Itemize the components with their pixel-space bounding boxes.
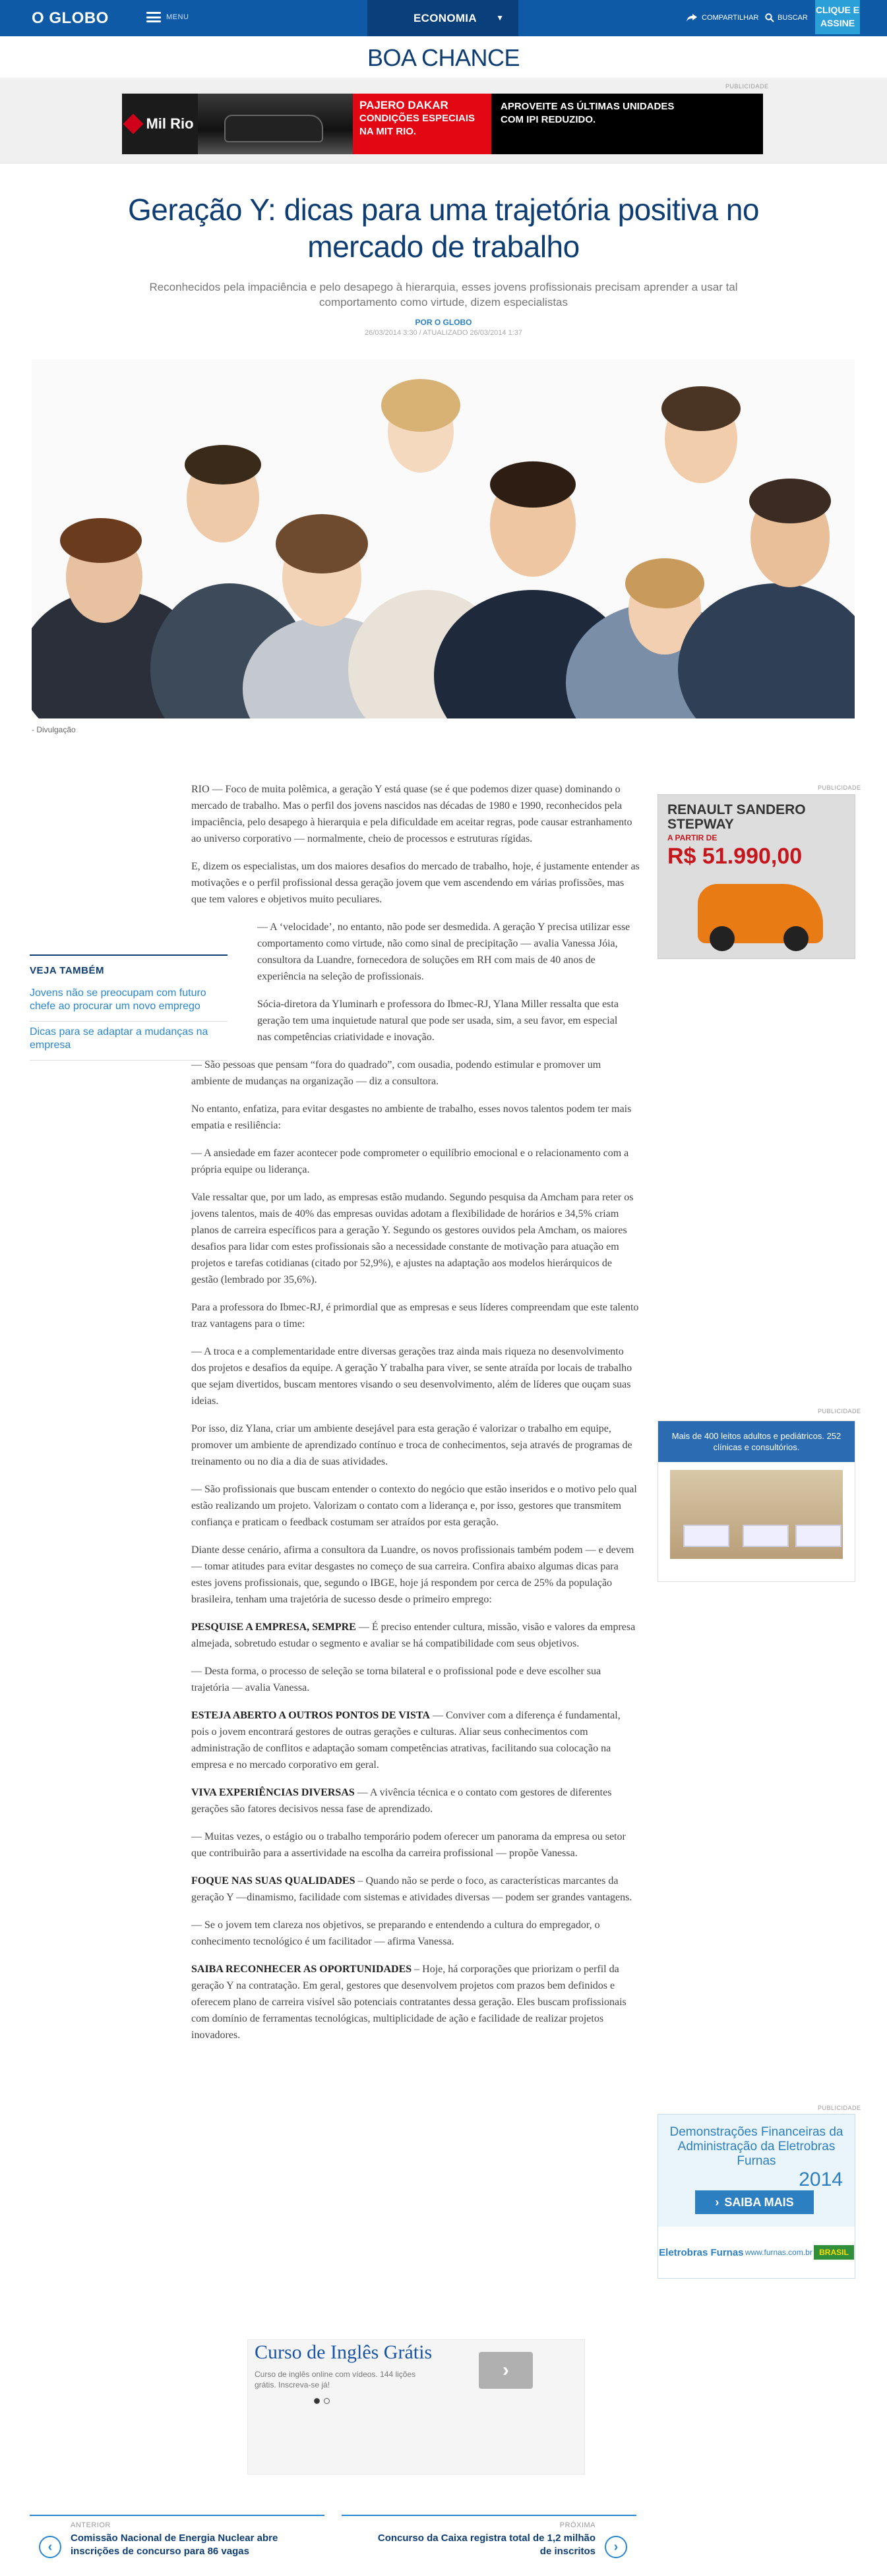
article-paragraph: — A ‘velocidade’, no entanto, não pode ser desmedida. A geração Y precisa utilizar esse comportamento como virtude, não como sinal de precipitação — avalia Vanessa Jóia, consultora da Luandre, fornecedora de soluções em RH com mais de 40 anos de experiência na seleção de profissionais. (257, 922, 630, 982)
related-title: VEJA TAMBÉM (30, 965, 105, 976)
ad-promo-line1: CONDIÇÕES ESPECIAIS (359, 113, 475, 124)
renault-ad-title: RENAULT SANDERO STEPWAY (667, 802, 806, 832)
article-paragraph: Por isso, diz Ylana, criar um ambiente desejável para esta geração é valorizar o trabalho em equipe, promover um ambiente de aprendizado contínuo e troca de conhecimentos, seja através de programas de treinamento ou no dia a dia de suas atividades. (191, 1423, 632, 1467)
top-banner-ad[interactable] (122, 94, 763, 154)
eletrobras-logo: Eletrobras Furnas (659, 2246, 744, 2258)
share-icon (686, 13, 698, 22)
ad-promo-line2: NA MIT RIO. (359, 126, 417, 137)
tip-heading: SAIBA RECONHECER AS OPORTUNIDADES (191, 1964, 412, 1975)
ad-label: PUBLICIDADE (725, 83, 769, 90)
ad-promo (353, 94, 491, 154)
tip-paragraph (191, 1917, 640, 1950)
ad-offer (491, 94, 763, 154)
search-button[interactable] (765, 13, 808, 22)
saiba-mais-button[interactable] (695, 2190, 814, 2214)
tip-body: — É preciso entender cultura, missão, visão e valores da empresa almejada, sobretudo estudar o segmento e avaliar se há compatibilidade com seus objetivos. (191, 1622, 636, 1649)
tip-heading: FOQUE NAS SUAS QUALIDADES (191, 1875, 355, 1887)
tip-body: – Hoje, há corporações que priorizam o perfil da geração Y na contratação. Em geral, gestores que desenvolvem projetos com prazos bem definidos e oferecem plano de carreira visível são potenciais contratantes dessa geração. Eles buscam profissionais com domínio de ferramentas tecnológicas, multiplicidade de ação e facilidade de realizar projetos inovadores. (191, 1964, 627, 2041)
next-label: PRÓXIMA (559, 2521, 596, 2529)
saiba-mais-label: SAIBA MAIS (724, 2195, 794, 2209)
tip-body: – Quando não se perde o foco, as características marcantes da geração Y —dinamismo, facilidade com sistemas e atividades diversas — podem ser grandes vantagens. (191, 1875, 632, 1903)
related-link[interactable]: Dicas para se adaptar a mudanças na empresa (30, 1022, 228, 1061)
eletrobras-ad-title: Demonstrações Financeiras da Administração da Eletrobras Furnas (669, 2125, 843, 2168)
menu-button[interactable] (146, 12, 189, 22)
tip-heading: PESQUISE A EMPRESA, SEMPRE (191, 1622, 356, 1633)
share-button[interactable] (686, 13, 758, 22)
ad-offer-line1: APROVEITE AS ÚLTIMAS UNIDADES (501, 101, 675, 112)
subscribe-line2: ASSINE (820, 18, 855, 28)
course-ad-desc: Curso de inglês online com vídeos. 144 lições grátis. Inscreva-se já! (255, 2370, 416, 2389)
subscribe-button[interactable] (815, 0, 860, 34)
chevron-left-icon[interactable]: ‹ (39, 2536, 61, 2558)
tip-paragraph (191, 1707, 640, 1773)
eletrobras-ad-footer (658, 2227, 855, 2278)
tip-paragraph (191, 1663, 640, 1696)
article-paragraph: RIO — Foco de muita polêmica, a geração Y está quase (se é que podemos dizer quase) dominando o mercado de trabalho. Mas o perfil dos jovens nascidos nas décadas de 1980 e 1990, reconhecidos pela impaciência, pelo desapego à hierarquia e pela dificuldade em aceitar regras, pode causar estranhamento ao universo corporativo — normalmente, cheio de processos e estruturas rígidas. (191, 784, 632, 844)
search-icon (765, 13, 774, 22)
site-logo[interactable]: O GLOBO (32, 9, 109, 27)
tip-paragraph (191, 1619, 640, 1652)
article-dates: 26/03/2014 3:30 / ATUALIZADO 26/03/2014 1:37 (365, 329, 522, 337)
ad-model: PAJERO DAKAR (359, 99, 448, 111)
section-label: ECONOMIA (413, 11, 477, 24)
article-paragraph: Para a professora do Ibmec-RJ, é primordial que as empresas e seus líderes compreendam que este talento traz vantagens para o time: (191, 1302, 639, 1330)
article-header (0, 191, 887, 337)
chevron-down-icon: ▼ (496, 13, 504, 22)
article-paragraph: — São profissionais que buscam entender o contexto do negócio que estão inseridos e o motivo pelo qual estão realizando um projeto. Valorizam o contato com a liderança e, por isso, gestores que transmitem confiança e praticam o feedback costumam ser atraídos por esta geração. (191, 1484, 637, 1528)
group-photo-image (32, 359, 855, 718)
ad-offer-line2: COM IPI REDUZIDO. (501, 114, 596, 125)
carousel-dots[interactable] (314, 2398, 330, 2404)
share-label: COMPARTILHAR (702, 14, 759, 22)
article-title: Geração Y: dicas para uma trajetória positiva no mercado de trabalho (127, 192, 760, 264)
renault-ad-from: A PARTIR DE (667, 833, 718, 842)
article-dek: Reconhecidos pela impaciência e pelo desapego à hierarquia, esses jovens profissionais precisam aprender a usar tal comportamento como virtude, dizem especialistas (149, 281, 738, 308)
tip-paragraph (191, 1784, 640, 1817)
brasil-logo: BRASIL (814, 2245, 854, 2260)
tip-body: — A vivência técnica e o contato com gestores de diferentes gerações são fatores decisivos nessa fase de aprendizado. (191, 1787, 612, 1815)
section-dropdown[interactable] (367, 0, 518, 36)
course-ad-title[interactable]: Curso de Inglês Grátis (255, 2341, 433, 2363)
article-paragraph: — A ansiedade em fazer acontecer pode comprometer o equilíbrio emocional e o relacionamento com a própria equipe ou liderança. (191, 1148, 629, 1175)
subscribe-line1: CLIQUE E (815, 5, 860, 15)
chevron-right-icon[interactable]: › (605, 2536, 627, 2558)
eletrobras-ad-year: 2014 (799, 2169, 843, 2190)
tip-body: — Desta forma, o processo de seleção se torna bilateral e o profissional pode e deve escolher sua trajetória — avalia Vanessa. (191, 1666, 601, 1693)
article-paragraph: E, dizem os especialistas, um dos maiores desafios do mercado de trabalho, hoje, é justamente entender as motivações e o perfil profissional dessa geração jovem que vem ascendendo em várias profissões, mas que tem valores e objetivos muito peculiares. (191, 861, 640, 905)
tip-body: — Muitas vezes, o estágio ou o trabalho temporário podem oferecer um panorama da empresa ou setor que contribuirão para a assertividade na escolha da carreira profissional — propõe Vanessa. (191, 1831, 626, 1859)
previous-article-link[interactable] (30, 2515, 324, 2576)
hamburger-icon (146, 12, 161, 22)
tip-heading: VIVA EXPERIÊNCIAS DIVERSAS (191, 1787, 355, 1798)
tip-body: — Se o jovem tem clareza nos objetivos, se preparando e entendendo a cultura do empregador, o conhecimento tecnológico é um facilitador — afirma Vanessa. (191, 1919, 600, 1947)
arrow-right-icon: › (715, 2195, 719, 2209)
renault-ad-price: R$ 51.990,00 (667, 844, 803, 869)
tip-paragraph (191, 1829, 640, 1861)
course-ad[interactable] (247, 2339, 585, 2474)
article-photo (32, 359, 855, 718)
tip-heading: ESTEJA ABERTO A OUTROS PONTOS DE VISTA (191, 1710, 430, 1721)
article-paragraph: Sócia-diretora da Yluminarh e professora do Ibmec-RJ, Ylana Miller ressalta que esta geração tem uma inquietude natural que pode ser usada, sim, a seu favor, em especial nas competências criatividade e inovação. (257, 999, 619, 1043)
article-byline[interactable]: POR O GLOBO (415, 318, 472, 327)
search-label: BUSCAR (778, 14, 808, 22)
article-paragraph: No entanto, enfatiza, para evitar desgastes no ambiente de trabalho, esses novos talentos podem ter mais empatia e resiliência: (191, 1103, 632, 1131)
related-link[interactable]: Jovens não se preocupam com futuro chefe ao procurar um novo emprego (30, 983, 228, 1022)
section-title[interactable]: BOA CHANCE (367, 44, 520, 71)
tip-body: — Conviver com a diferença é fundamental, pois o jovem encontrará gestores de outras gerações e culturas. Aliar seus conhecimentos com administração de conflitos e adaptação somam competências atrativas, facilitando sua colocação na empresa e no mercado corporativo em geral. (191, 1710, 621, 1771)
next-title[interactable]: Concurso da Caixa registra total de 1,2 milhão de inscritos (377, 2532, 596, 2557)
truck-image (198, 94, 353, 154)
eletrobras-url: www.furnas.com.br (745, 2248, 812, 2257)
top-ad-band (0, 79, 887, 163)
hospital-ad[interactable] (658, 1420, 855, 1582)
section-header (0, 36, 887, 78)
mitsubishi-logo-icon (123, 113, 144, 134)
car-image (698, 884, 823, 943)
carousel-dot[interactable] (314, 2398, 320, 2404)
tip-paragraph (191, 1961, 640, 2043)
ad-label: PUBLICIDADE (818, 1408, 861, 1415)
renault-ad[interactable] (658, 794, 855, 959)
hospital-room-image (670, 1470, 843, 1559)
ad-label: PUBLICIDADE (818, 784, 861, 791)
eletrobras-ad[interactable] (658, 2114, 855, 2279)
article-paragraph: Vale ressaltar que, por um lado, as empresas estão mudando. Segundo pesquisa da Amcham para reter os jovens talentos, mais de 40% das empresas ouvidas adotam a flexibilidade de horários e 34,5% criam planos de carreira específicos para a geração Y. Segundo os gestores ouvidos pela Amcham, os maiores desafios para lidar com estes profissionais são a necessidade constante de motivação para atuação em projetos e tarefas cotidianas (citado por 52,9%), e ajustes na adaptação aos modelos hierárquicos de gestão (lembrado por 35,6%). (191, 1192, 634, 1285)
top-navigation-bar (0, 0, 887, 36)
next-article-link[interactable] (342, 2515, 636, 2576)
ad-label: PUBLICIDADE (818, 2105, 861, 2111)
ad-brand-name: Mil Rio (146, 115, 194, 132)
previous-label: ANTERIOR (71, 2521, 111, 2529)
previous-title[interactable]: Comissão Nacional de Energia Nuclear abre inscrições de concurso para 86 vagas (71, 2532, 278, 2557)
tip-paragraph (191, 1873, 640, 1906)
article-paragraph: Diante desse cenário, afirma a consultora da Luandre, os novos profissionais também podem — e devem — tomar atitudes para evitar desgastes no começo de sua carreira. Confira abaixo algumas dicas para estes jovens profissionais, que, segundo o IBGE, hoje já respondem por cerca de 25% da população brasileira, tenham uma trajetória de sucesso desde o primeiro emprego: (191, 1544, 634, 1605)
course-ad-go-button[interactable]: › (479, 2352, 533, 2389)
article-body (191, 781, 640, 2055)
photo-credit: - Divulgação (32, 725, 76, 734)
hospital-ad-text: Mais de 400 leitos adultos e pediátricos. 252 clínicas e consultórios. (658, 1421, 855, 1462)
menu-label: MENU (166, 13, 189, 21)
article-paragraph: — São pessoas que pensam “fora do quadrado”, com ousadia, podendo estimular e promover um ambiente de mudanças na organização — diz a consultora. (191, 1059, 601, 1087)
ad-brand (122, 94, 198, 154)
article-paragraph: — A troca e a complementaridade entre diversas gerações traz ainda mais riqueza no desenvolvimento dos projetos e desafios da equipe. A geração Y trabalha para viver, se sente atraída por locais de trabalho que sejam divertidos, buscam mentores visando o seu desenvolvimento, além de líderes que ouçam suas ideias. (191, 1346, 632, 1407)
carousel-dot[interactable] (324, 2398, 330, 2404)
